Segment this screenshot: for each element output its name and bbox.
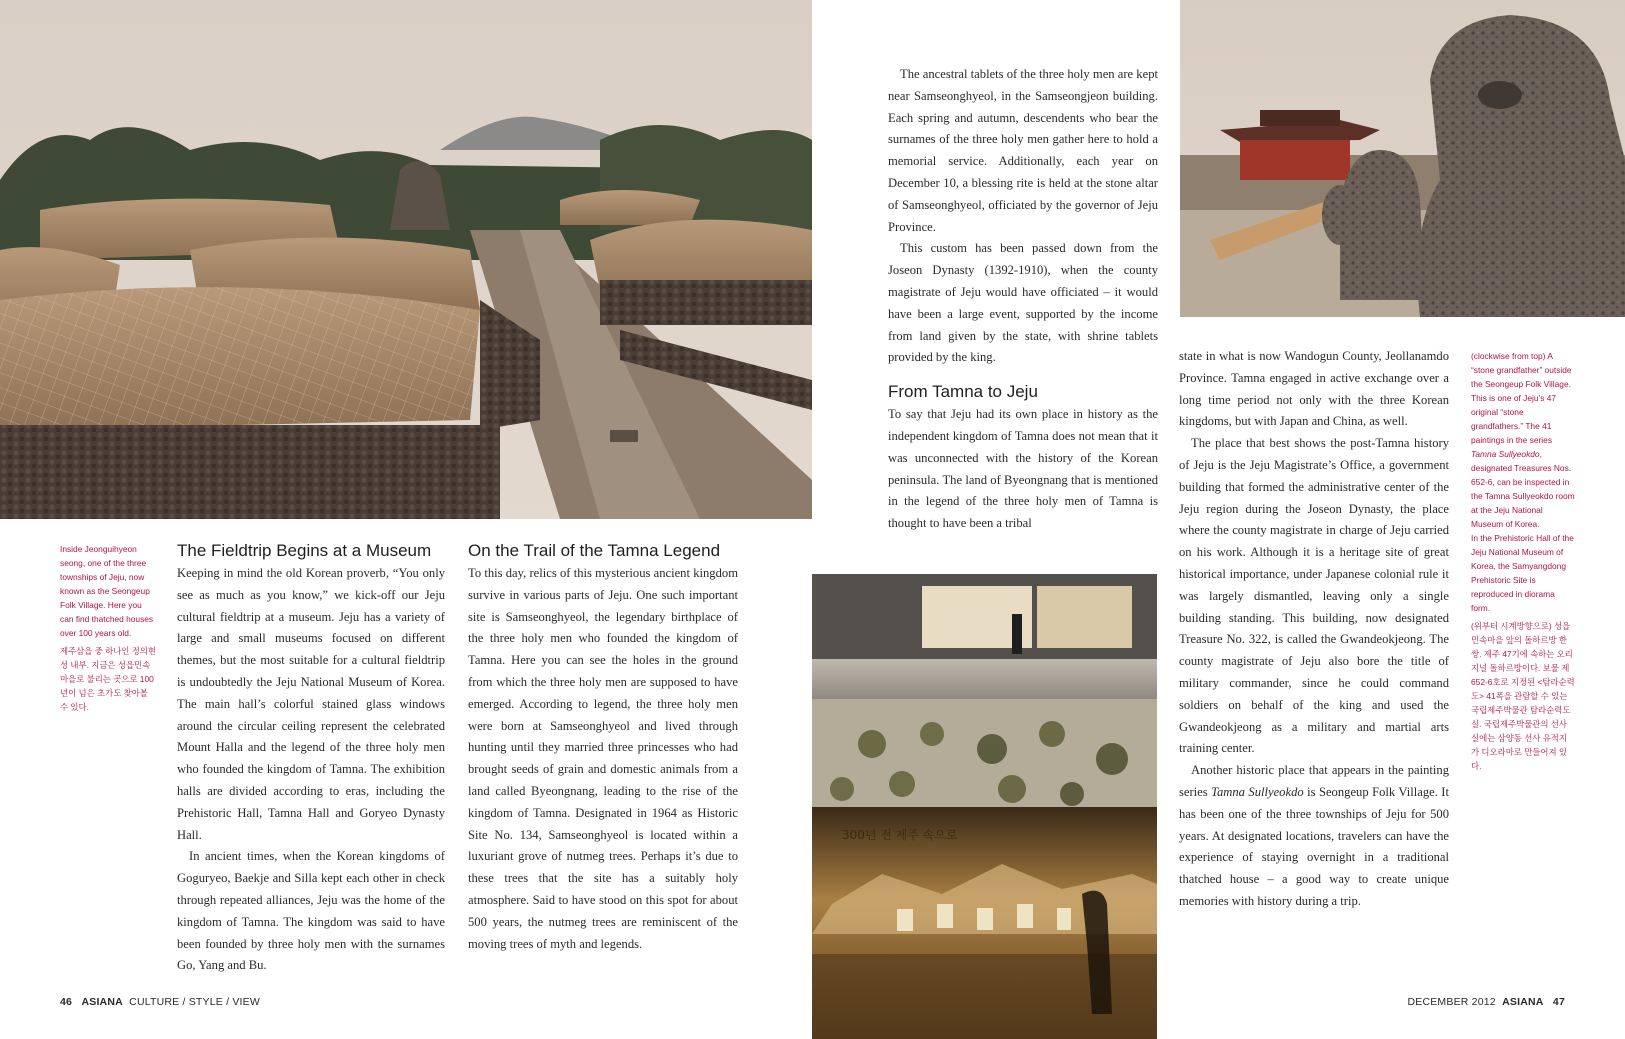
column-3 — [888, 64, 1158, 535]
caption-village-en: Inside Jeonguihyeon seong, one of the three townships of Jeju, now known as the Seongeup Folk Village. Here you can find thatched houses over 100 years old. — [60, 544, 154, 638]
photo-stone-grandfather — [1180, 0, 1625, 317]
caption-part: (clockwise from top) A “stone grandfather” outside the Seongeup Folk Village. This is one of Jeju’s 47 original “stone grandfathers.” The 41 paintings in the series — [1471, 351, 1572, 445]
paragraph: state in what is now Wandogun County, Jeollanamdo Province. Tamna engaged in active exchange over a long time period not only with the three Korean kingdoms, but with Japan and China, as well. — [1179, 349, 1449, 429]
heading-tamna-to-jeju: From Tamna to Jeju — [888, 382, 1038, 402]
caption-artwork-title: Tamna Sullyeokdo — [1471, 449, 1540, 459]
column-1 — [177, 540, 445, 977]
museum-sign-text: 300년 전 제주 속으로 — [842, 828, 958, 842]
caption-museum-en-2: In the Prehistoric Hall of the Jeju National Museum of Korea, the Samyangdong Prehistoric Site is reproduced in diorama form. — [1471, 533, 1574, 613]
paragraph-part: Another historic place that appears in the painting series — [1179, 763, 1449, 799]
footer-left — [60, 996, 260, 1008]
paragraph: The ancestral tablets of the three holy men are kept near Samseonghyeol, in the Samseongjeon building. Each spring and autumn, descendents who bear the surnames of the three holy men gather here to hold a memorial service. Additionally, each year on December 10, a blessing rite is held at the stone altar of Samseonghyeol, officiated by the governor of Jeju Province. — [888, 67, 1158, 234]
heading-fieldtrip: The Fieldtrip Begins at a Museum — [177, 541, 432, 560]
column-2 — [468, 540, 738, 955]
photo-museum-halls — [812, 574, 1157, 1039]
paragraph: To this day, relics of this mysterious ancient kingdom survive in various parts of Jeju. One such important site is Samseonghyeol, the legendary birthplace of the three holy men who founded the kingdom of Tamna. Here you can see the holes in the ground from which the three holy men are supposed to have emerged. According to legend, the three holy men were born at Samseonghyeol and lived through hunting until they married three princesses who had brought seeds of grain and domestic animals from a land called Byeongnang, leading to the rise of the kingdom of Tamna. Designated in 1964 as Historic Site No. 134, Samseonghyeol is located within a luxuriant grove of nutmeg trees. Perhaps it’s due to these trees that the site has a suitably holy atmosphere. Said to have stood on this spot for about 500 years, the nutmeg trees are reminiscent of the moving trees of myth and legends. — [468, 566, 738, 951]
paragraph: Keeping in mind the old Korean proverb, “You only see as much as you know,” we kick-off our Jeju cultural fieldtrip at a museum. Jeju has a variety of large and small museums focused on different themes, but the most suitable for a cultural fieldtrip is undoubtedly the Jeju National Museum of Korea. The main hall’s colorful stained glass windows around the circular ceiling represent the celebrated Mount Halla and the legend of the three holy men who founded the kingdom of Tamna. The exhibition halls are divided according to eras, including the Prehistoric Hall, Tamna Hall and Goryeo Dynasty Hall. — [177, 566, 445, 842]
paragraph: The place that best shows the post-Tamna history of Jeju is the Jeju Magistrate’s Office, a government building that formed the administrative center of the Jeju region during the Joseon Dynasty, the place where the county magistrate in charge of Jeju carried on his work. Although it is a heritage site of great historical importance, under Japanese colonial rule it was largely dismantled, leaving only a single building standing. This building, now designated Treasure No. 322, is called the Gwandeokjeong. The county magistrate of Jeju also bore the title of military commander, since he could command soldiers on behalf of the king and used the Gwandeokjeong as a military and martial arts training center. — [1179, 436, 1449, 756]
paragraph: This custom has been passed down from the Joseon Dynasty (1392-1910), when the county magistrate of Jeju would have officiated – it would have been a large event, supported by the income from land given by the state, with shrine tablets provided by the king. — [888, 241, 1158, 365]
caption-village — [60, 542, 156, 718]
footer-right — [1407, 996, 1565, 1008]
caption-museum — [1471, 349, 1575, 777]
brand-right: ASIANA — [1502, 996, 1544, 1008]
artwork-title: Tamna Sullyeokdo — [1211, 784, 1304, 799]
paragraph-part: is Seongeup Folk Village. It has been one of the three townships of Jeju for 500 years. At designated locations, travelers can have the experience of staying overnight in a traditional thatched house – a good way to create unique memories with history during a trip. — [1179, 784, 1449, 908]
paragraph: In ancient times, when the Korean kingdoms of Goguryeo, Baekje and Silla kept each other in check through repeated alliances, Jeju was the home of the kingdom of Tamna. The kingdom was said to have been founded by three holy men with the surnames Go, Yang and Bu. — [177, 849, 445, 973]
brand-left: ASIANA — [81, 996, 123, 1008]
photo-thatched-village — [0, 0, 812, 519]
caption-part: , designated Treasures Nos. 652-6, can be inspected in the Tamna Sullyeokdo room at the Jeju National Museum of Korea. — [1471, 449, 1575, 529]
paragraph: To say that Jeju had its own place in history as the independent kingdom of Tamna does not mean that it was unconnected with the history of the Korean peninsula. The land of Byeongnang that is mentioned in the legend of the three holy men of Tamna is thought to have been a tribal — [888, 407, 1158, 531]
page-number-right: 47 — [1552, 996, 1565, 1008]
column-4 — [1179, 346, 1449, 913]
section-label: CULTURE / STYLE / VIEW — [129, 996, 260, 1008]
paragraph — [1179, 760, 1449, 913]
heading-tamna-legend: On the Trail of the Tamna Legend — [468, 541, 721, 560]
page-number-left: 46 — [60, 996, 73, 1008]
issue-date: DECEMBER 2012 — [1407, 996, 1496, 1008]
caption-museum-en-1 — [1471, 349, 1575, 531]
caption-museum-ko: (위부터 시계방향으로) 성읍민속마을 앞의 돌하르방 한 쌍. 제주 47기에 속하는 오리지널 돌하르방이다. 보물 제652-6호로 지정된 <탐라순력도> 41폭을 관람할 수 있는 국립제주박물관 탐라순력도실. 국립제주박물관의 선사실에는 삼양동 선사 유적지가 디오라마로 만들어져 있다. — [1471, 621, 1575, 771]
caption-village-ko: 제주삼읍 중 하나인 정의현성 내부. 지금은 성읍민속마을로 불리는 곳으로 100년이 넘은 초가도 찾아볼 수 있다. — [60, 646, 156, 712]
